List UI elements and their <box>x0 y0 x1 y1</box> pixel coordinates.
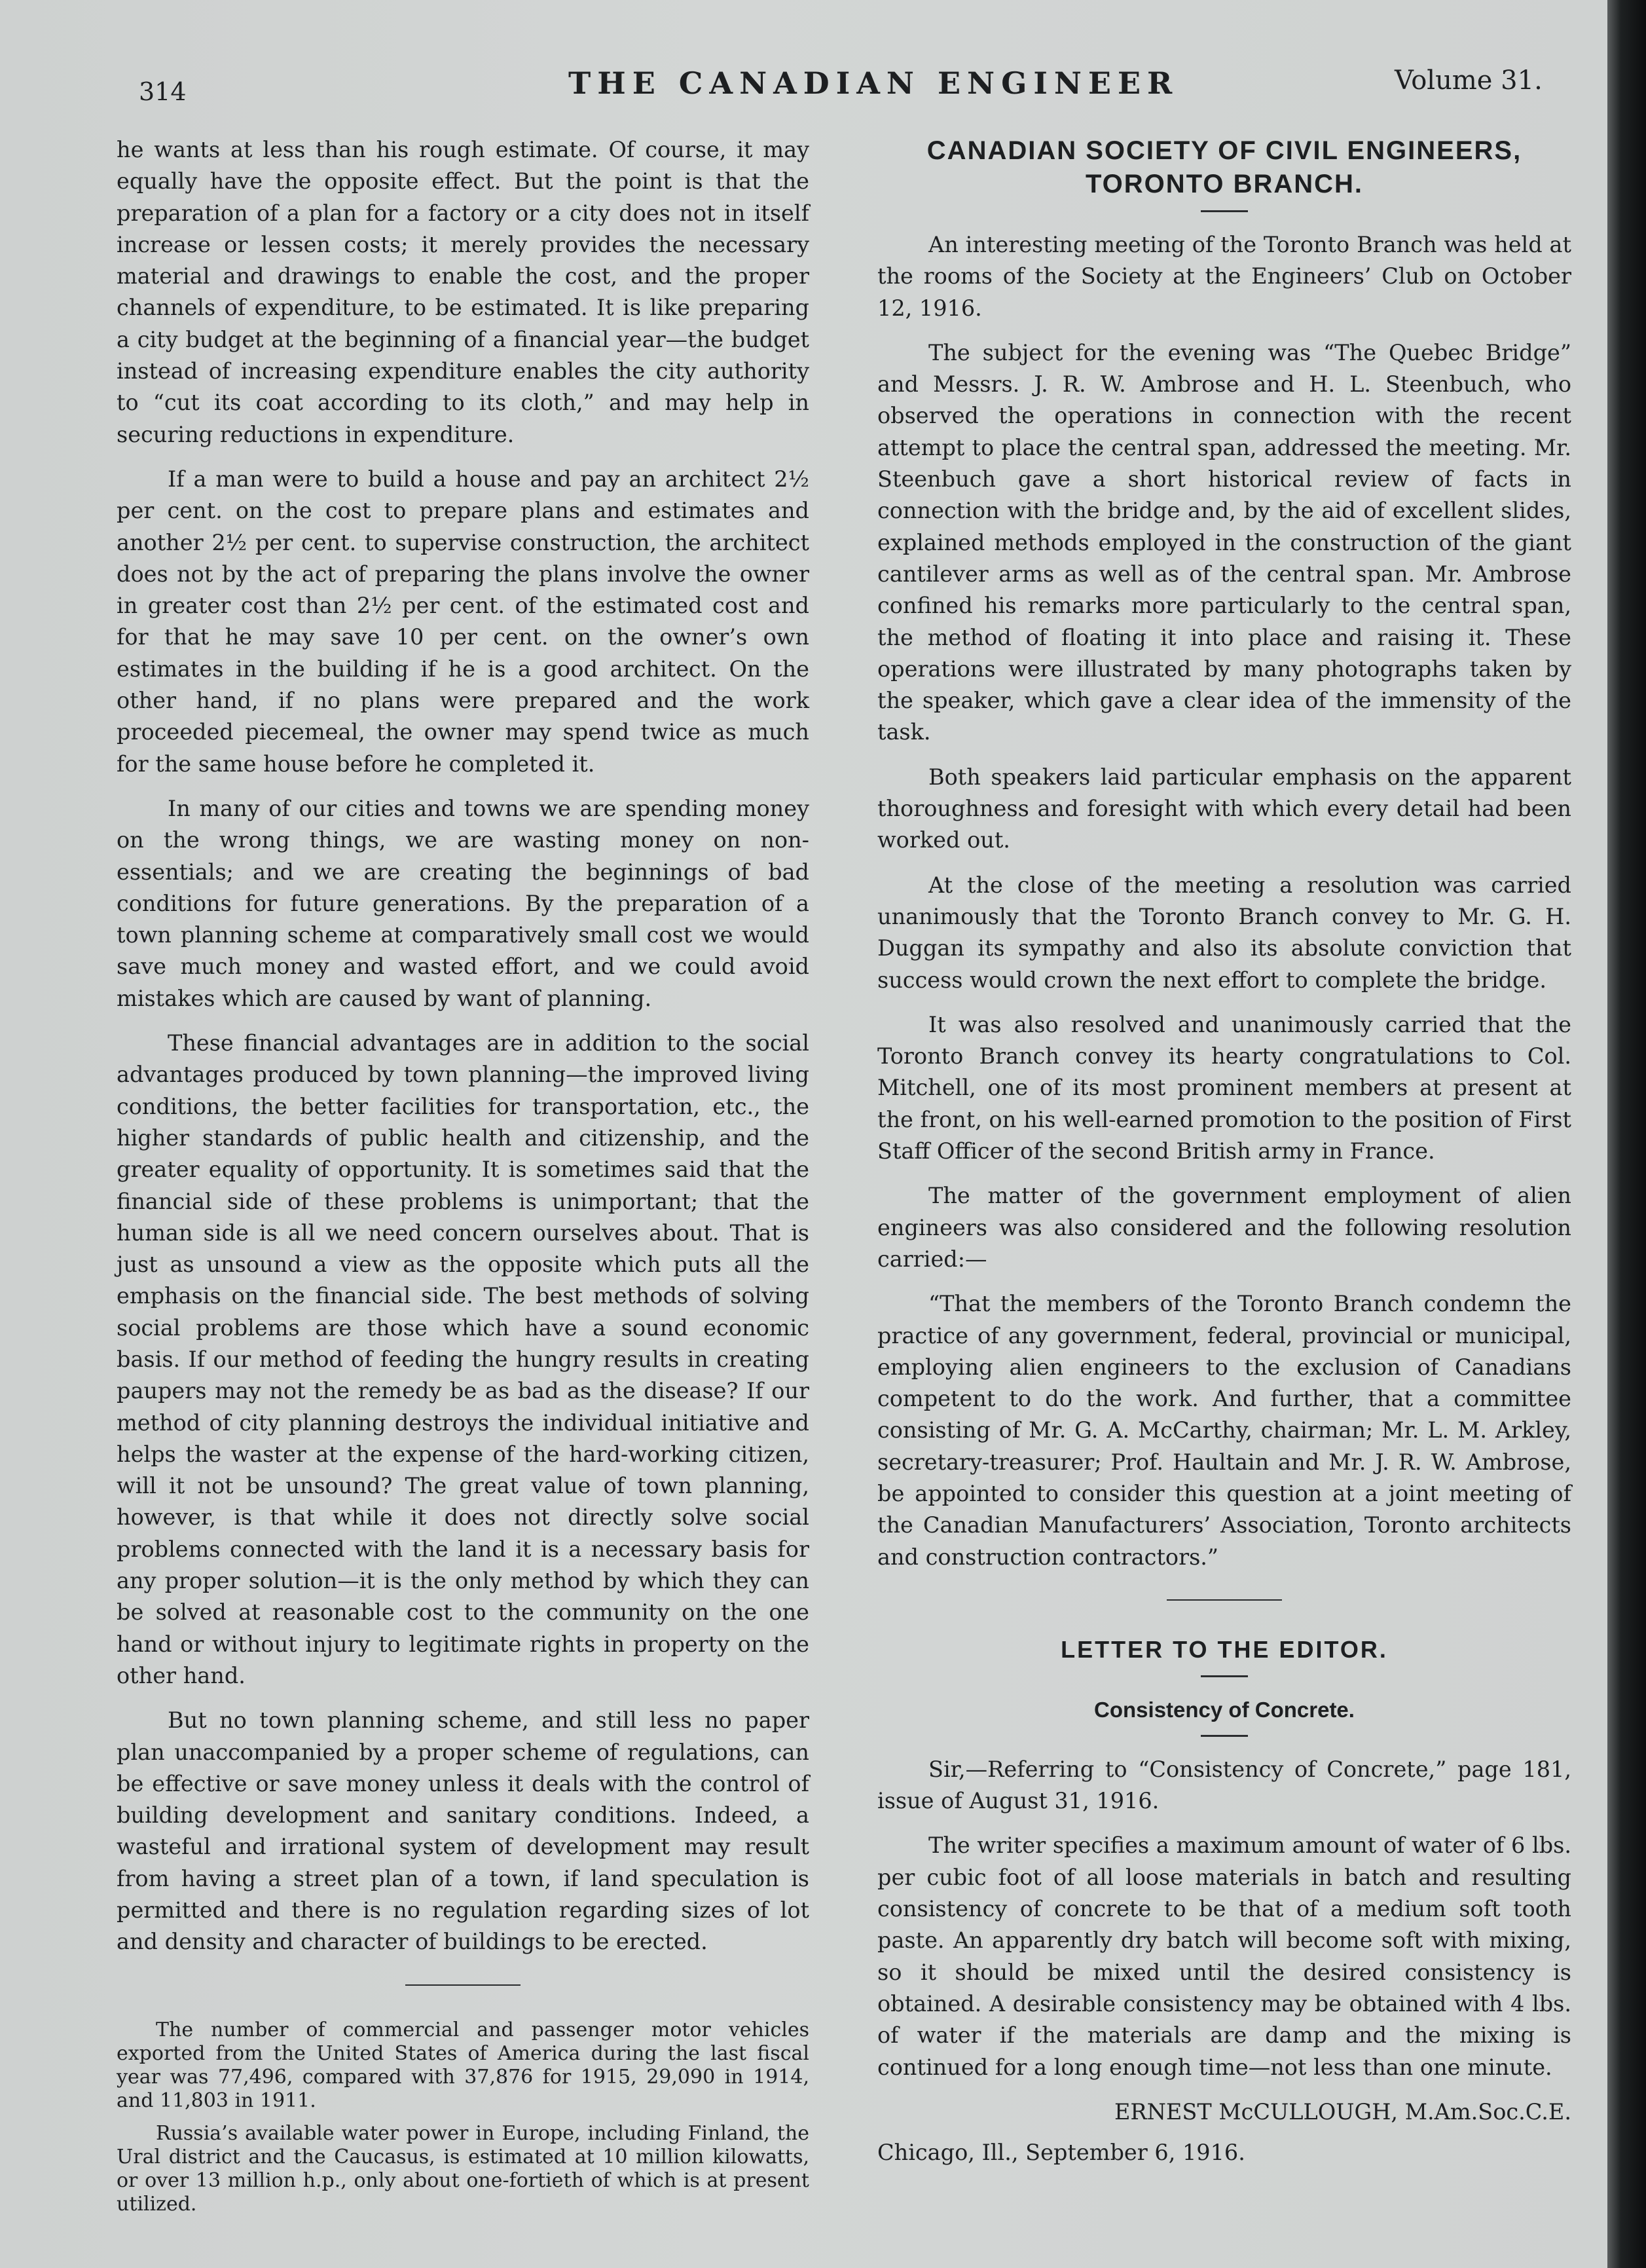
letter-heading: LETTER TO THE EDITOR. <box>1061 1635 1388 1663</box>
body-paragraph: An interesting meeting of the Toronto Branch was held at the rooms of the Society at the Engineers’ Club on October 12, 1916. <box>877 232 1571 321</box>
letter-place-date: Chicago, Ill., September 6, 1916. <box>877 2140 1245 2166</box>
section-divider <box>1167 1599 1282 1601</box>
body-paragraph: The matter of the government employment of alien engineers was also considered and the following resolution carried:— <box>877 1183 1571 1272</box>
letter-subheading: Consistency of Concrete. <box>1094 1697 1355 1722</box>
body-paragraph: The writer specifies a maximum amount of water of 6 lbs. per cubic foot of all loose materials in batch and resulting consistency of concrete to be that of a medium soft tooth paste. An apparently dry batch will become soft with mixing, so it should be mixed until the desired consistency is obtained. A desirable consistency may be obtained with 4 lbs. of water if the materials are damp and the mixing is continued for a long enough time—not less than one minute. <box>877 1832 1571 2080</box>
society-heading-line2: TORONTO BRANCH. <box>1085 170 1364 198</box>
news-note: Russia’s available water power in Europe, including Finland, the Ural district and the Caucasus, is estimated at 10 million kilowatts, or over 13 million h.p., only about one-fortieth of which is at present utilized. <box>117 2121 809 2216</box>
section-divider <box>405 1984 521 1986</box>
heading-rule <box>1201 1675 1248 1677</box>
news-note: The number of commercial and passenger motor vehicles exported from the United States of America during the last fiscal year was 77,496, compared with 37,876 for 1915, 29,090 in 1914, and 11,803 in 1911. <box>117 2018 809 2112</box>
binding-edge <box>1607 0 1646 2268</box>
page-number: 314 <box>139 77 187 106</box>
body-paragraph: The subject for the evening was “The Quebec Bridge” and Messrs. J. R. W. Ambrose and H. L. Steenbuch, who observed the operations in connection with the recent attempt to place the central span, addressed the meeting. Mr. Steenbuch gave a short historical review of facts in connection with the bridge and, by the aid of excellent slides, explained methods employed in the construction of the giant cantilever arms as well as of the central span. Mr. Ambrose confined his remarks more particularly to the central span, the method of floating it into place and raising it. These operations were illustrated by many photographs taken by the speaker, which gave a clear idea of the immensity of the task. <box>877 339 1571 745</box>
letter-signature: ERNEST McCULLOUGH, M.Am.Soc.C.E. <box>1114 2098 1571 2125</box>
resolution-quote: “That the members of the Toronto Branch condemn the practice of any government, federal, provincial or municipal, employing alien engineers to the exclusion of Canadians competent to do the work. And further, that a committee consisting of Mr. G. A. McCarthy, chairman; Mr. L. M. Arkley, secretary-treasurer; Prof. Haultain and Mr. J. R. W. Ambrose, be appointed to consider this question at a joint meeting of the Canadian Manufacturers’ Association, Toronto architects and construction contractors.” <box>877 1291 1571 1570</box>
body-paragraph: It was also resolved and unanimously carried that the Toronto Branch convey its hearty congratulations to Col. Mitchell, one of its most prominent members at present at the front, on his well-earned promotion to the position of First Staff Officer of the second British army in France. <box>877 1011 1571 1164</box>
journal-title: THE CANADIAN ENGINEER <box>568 65 1179 101</box>
heading-rule <box>1201 210 1248 212</box>
volume-label: Volume 31. <box>1395 65 1543 96</box>
society-heading-line1: CANADIAN SOCIETY OF CIVIL ENGINEERS, <box>926 136 1522 165</box>
body-paragraph: In many of our cities and towns we are spending money on the wrong things, we are wasting money on non-essentials; and we are creating the beginnings of bad conditions for future generations. By the preparation of a town planning scheme at comparatively small cost we would save much money and wasted effort, and we could avoid mistakes which are caused by want of planning. <box>117 795 809 1011</box>
body-paragraph: If a man were to build a house and pay an architect 2½ per cent. on the cost to prepare plans and estimates and another 2½ per cent. to supervise construction, the architect does not by the act of preparing the plans involve the owner in greater cost than 2½ per cent. of the estimated cost and for that he may save 10 per cent. on the owner’s own estimates in the building if he is a good architect. On the other hand, if no plans were prepared and the work proceeded piecemeal, the owner may spend twice as much for the same house before he completed it. <box>117 466 809 777</box>
body-paragraph: he wants at less than his rough estimate. Of course, it may equally have the opposite effect. But the point is that the preparation of a plan for a factory or a city does not in itself increase or lessen costs; it merely provides the necessary material and drawings to enable the cost, and the proper channels of expenditure, to be estimated. It is like preparing a city budget at the beginning of a financial year—the budget instead of increasing expenditure enables the city authority to “cut its coat according to its cloth,” and may help in securing reductions in expenditure. <box>117 137 809 447</box>
body-paragraph: Both speakers laid particular emphasis on the apparent thoroughness and foresight with which every detail had been worked out. <box>877 764 1571 853</box>
body-paragraph: But no town planning scheme, and still less no paper plan unaccompanied by a proper scheme of regulations, can be effective or save money unless it deals with the control of building development and sanitary conditions. Indeed, a wasteful and irrational system of development may result from having a street plan of a town, if land speculation is permitted and there is no regulation regarding sizes of lot and density and character of buildings to be erected. <box>117 1707 809 1955</box>
heading-rule <box>1201 1735 1248 1737</box>
body-paragraph: Sir,—Referring to “Consistency of Concrete,” page 181, issue of August 31, 1916. <box>877 1756 1571 1814</box>
left-column <box>117 134 809 2225</box>
right-column <box>877 134 1571 2182</box>
body-paragraph: At the close of the meeting a resolution was carried unanimously that the Toronto Branch convey to Mr. G. H. Duggan its sympathy and also its absolute conviction that success would crown the next effort to complete the bridge. <box>877 872 1571 993</box>
society-heading <box>877 134 1571 201</box>
running-header <box>0 65 1607 111</box>
body-paragraph: These financial advantages are in addition to the social advantages produced by town planning—the improved living conditions, the better facilities for transportation, etc., the higher standards of public health and citizenship, and the greater equality of opportunity. It is sometimes said that the financial side of these problems is unimportant; that the human side is all we need concern ourselves about. That is just as unsound a view as the opposite which puts all the emphasis on the financial side. The best methods of solving social problems are those which have a sound economic basis. If our method of feeding the hungry results in creating paupers may not the remedy be as bad as the disease? If our method of city planning destroys the individual initiative and helps the waster at the expense of the hard-working citizen, will it not be unsound? The great value of town planning, however, is that while it does not directly solve social problems connected with the land it is a necessary basis for any proper solution—it is the only method by which they can be solved at reasonable cost to the community on the one hand or without injury to legitimate rights in property on the other hand. <box>117 1030 809 1688</box>
